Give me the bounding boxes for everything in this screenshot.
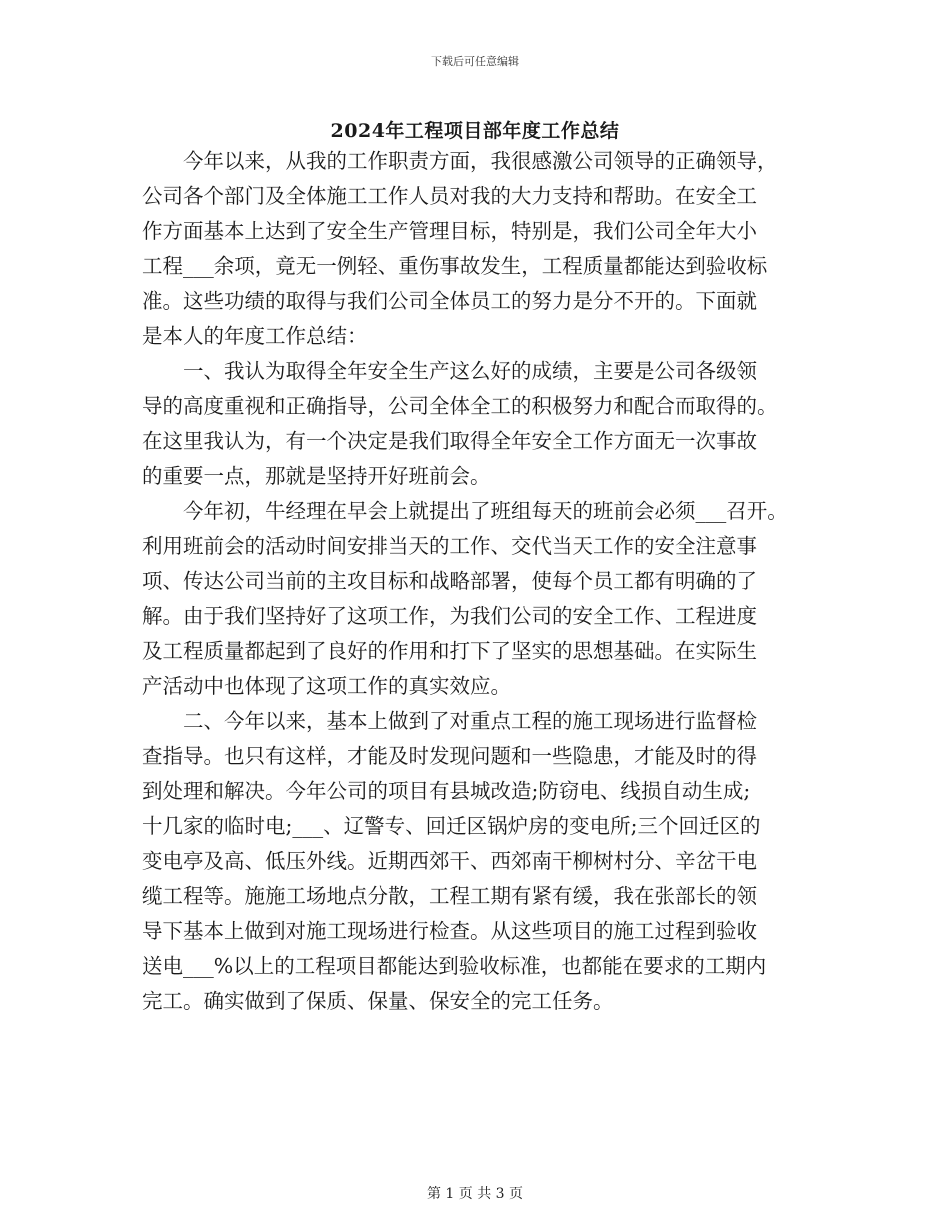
body-line: 到处理和解决。今年公司的项目有县城改造;防窃电、线损自动生成; (142, 779, 751, 803)
body-line: 解。由于我们坚持好了这项工作，为我们公司的安全工作、工程进度 (142, 604, 757, 628)
body-line: 今年以来，从我的工作职责方面，我很感激公司领导的正确领导， (183, 149, 778, 173)
body-line: 十几家的临时电;___、辽警专、回迁区锅炉房的变电所;三个回迁区的 (142, 814, 761, 838)
body-line: 工程___余项，竟无一例轻、重伤事故发生，工程质量都能达到验收标 (142, 254, 768, 278)
body-line: 及工程质量都起到了良好的作用和打下了坚实的思想基础。在实际生 (142, 639, 757, 663)
body-line: 完工。确实做到了保质、保量、保安全的完工任务。 (142, 989, 614, 1013)
body-line: 今年初，牛经理在早会上就提出了班组每天的班前会必须___召开。 (183, 499, 788, 523)
body-line: 送电___%以上的工程项目都能达到验收标准，也都能在要求的工期内 (142, 954, 767, 978)
body-line: 利用班前会的活动时间安排当天的工作、交代当天工作的安全注意事 (142, 534, 757, 558)
body-line: 导下基本上做到对施工现场进行检查。从这些项目的施工过程到验收 (142, 919, 757, 943)
page-footer: 第 1 页 共 3 页 (426, 1186, 524, 1202)
body-line: 二、今年以来，基本上做到了对重点工程的施工现场进行监督检 (183, 709, 757, 733)
body-line: 的重要一点，那就是坚持开好班前会。 (142, 464, 491, 488)
body-line: 公司各个部门及全体施工工作人员对我的大力支持和帮助。在安全工 (142, 184, 757, 208)
body-line: 在这里我认为，有一个决定是我们取得全年安全工作方面无一次事故 (142, 429, 757, 453)
body-line: 变电亭及高、低压外线。近期西郊干、西郊南干柳树村分、辛岔干电 (142, 849, 757, 873)
body-line: 是本人的年度工作总结： (142, 324, 368, 348)
body-line: 作方面基本上达到了安全生产管理目标，特别是，我们公司全年大小 (142, 219, 757, 243)
body-line: 查指导。也只有这样，才能及时发现问题和一些隐患，才能及时的得 (142, 744, 757, 768)
body-line: 准。这些功绩的取得与我们公司全体员工的努力是分不开的。下面就 (142, 289, 757, 313)
body-line: 一、我认为取得全年安全生产这么好的成绩，主要是公司各级领 (183, 359, 757, 383)
header-note: 下载后可任意编辑 (431, 55, 519, 68)
body-line: 导的高度重视和正确指导，公司全体全工的积极努力和配合而取得的。 (142, 394, 778, 418)
body-line: 产活动中也体现了这项工作的真实效应。 (142, 674, 511, 698)
body-line: 缆工程等。施施工场地点分散，工程工期有紧有缓，我在张部长的领 (142, 884, 757, 908)
body-line: 项、传达公司当前的主攻目标和战略部署，使每个员工都有明确的了 (142, 569, 757, 593)
document-title: 2024年工程项目部年度工作总结 (330, 120, 620, 142)
